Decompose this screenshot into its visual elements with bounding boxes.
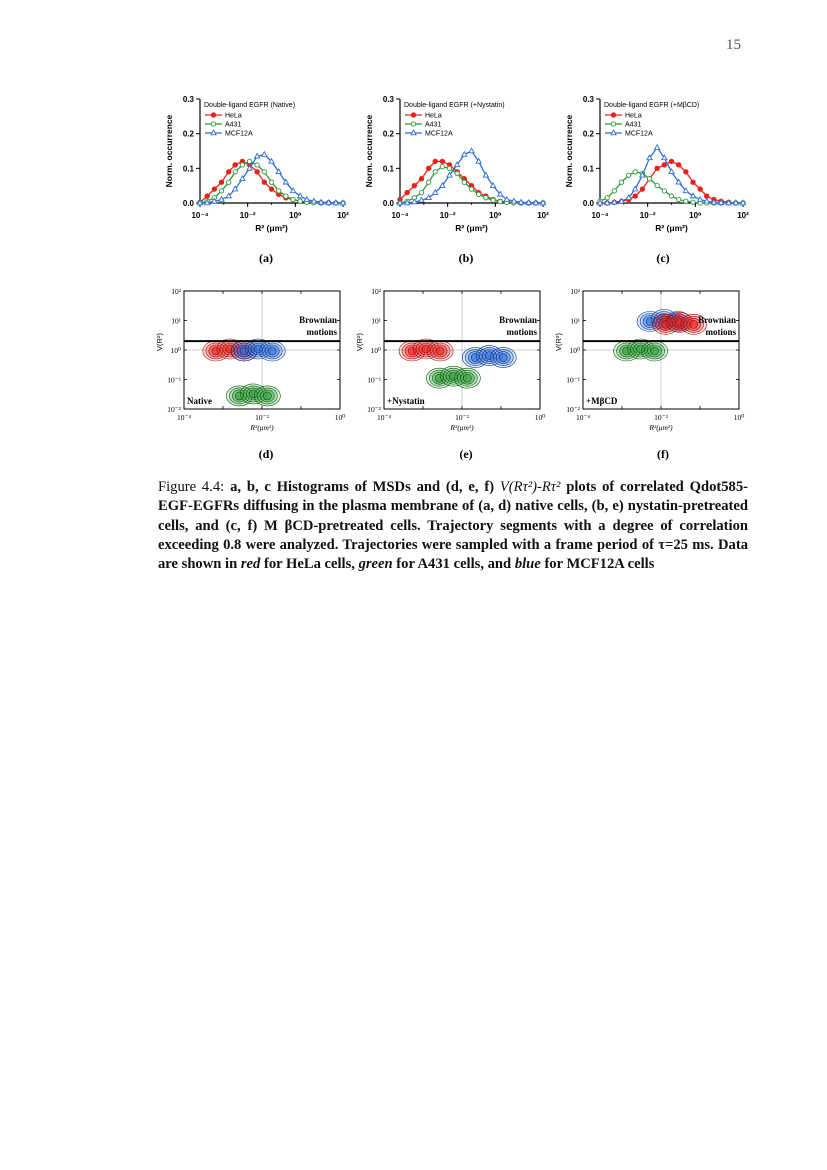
data-point <box>676 163 681 168</box>
data-point <box>469 187 473 191</box>
legend-label: MCF12A <box>425 130 453 138</box>
caption-word-green: green <box>358 556 393 573</box>
y-axis-label: V(R²) <box>554 333 563 351</box>
x-tick-label: 10⁻⁴ <box>391 211 409 220</box>
contour-blob <box>263 392 271 400</box>
data-point <box>284 194 288 198</box>
caption-label: Figure 4.4: <box>158 479 225 495</box>
legend-label: MCF12A <box>625 130 653 138</box>
panel-label: (f) <box>657 447 669 461</box>
data-point <box>447 166 451 170</box>
x-axis-label: R²(μm²) <box>250 423 274 432</box>
region-label-line1: Brownian <box>499 315 537 325</box>
y-tick-label: 10¹ <box>570 316 580 326</box>
contour-blob <box>268 347 276 355</box>
caption-text-e: for MCF12A cells <box>544 556 655 573</box>
legend-label: MCF12A <box>225 130 253 138</box>
region-label-line1: Brownian <box>299 315 337 325</box>
y-tick-label: 0.1 <box>582 164 594 174</box>
data-point <box>662 163 667 168</box>
data-point <box>255 163 259 167</box>
legend-marker <box>611 113 616 118</box>
y-tick-label: 10⁻¹ <box>566 375 580 385</box>
x-tick-label: 10⁻² <box>639 211 656 220</box>
legend-label: A431 <box>625 121 642 129</box>
histogram-panel <box>164 95 349 233</box>
data-point <box>298 199 302 203</box>
y-tick-label: 10⁰ <box>170 346 181 355</box>
histogram-panel <box>364 95 549 233</box>
contour-blob <box>690 320 698 328</box>
data-point <box>212 187 217 192</box>
legend-marker <box>211 122 215 126</box>
condition-label: +Nystatin <box>387 396 425 406</box>
data-point <box>669 194 673 198</box>
data-point <box>691 200 695 204</box>
chart-title: Double-ligand EGFR (Native) <box>204 102 296 109</box>
figure-caption <box>158 478 748 574</box>
y-axis-label: Norm. occurrence <box>164 114 174 188</box>
caption-word-blue: blue <box>514 556 541 573</box>
contour-panel <box>155 287 345 432</box>
y-tick-label: 0.0 <box>582 199 594 208</box>
data-point <box>262 170 266 174</box>
contour-panel <box>355 287 545 432</box>
x-tick-label: 10² <box>737 211 749 220</box>
data-point <box>619 180 623 184</box>
data-point <box>419 190 423 194</box>
data-point <box>669 159 674 164</box>
y-axis-label: Norm. occurrence <box>564 114 574 188</box>
legend-marker <box>411 122 415 126</box>
region-label-line2: motions <box>506 327 537 337</box>
caption-word-red: red <box>240 556 261 573</box>
data-point <box>440 159 445 164</box>
x-tick-label: 10⁻⁴ <box>191 211 209 220</box>
y-axis-label: V(R²) <box>355 333 364 351</box>
x-axis-label: R² (μm²) <box>455 223 488 233</box>
x-axis-label: R² (μm²) <box>255 223 288 233</box>
panel-label: (b) <box>458 251 474 265</box>
x-tick-label: 10⁻⁴ <box>575 413 591 422</box>
data-point <box>462 180 466 184</box>
legend-label: HeLa <box>625 112 642 120</box>
data-point <box>655 145 660 150</box>
y-axis-label: V(R²) <box>155 333 164 351</box>
figure-4-4 <box>150 88 750 468</box>
legend-label: HeLa <box>425 112 442 120</box>
region-label-line1: Brownian <box>698 315 736 325</box>
x-tick-label: 10⁻⁴ <box>376 413 392 422</box>
y-axis-label: Norm. occurrence <box>364 114 374 188</box>
x-tick-label: 10⁻⁴ <box>591 211 609 220</box>
x-tick-label: 10² <box>537 211 549 220</box>
data-point <box>419 176 424 181</box>
panel-label: (c) <box>656 251 670 265</box>
legend-label: HeLa <box>225 112 242 120</box>
data-point <box>233 170 237 174</box>
x-tick-label: 10⁻² <box>255 413 269 422</box>
y-tick-label: 10⁻¹ <box>367 375 381 385</box>
x-axis-label: R²(μm²) <box>450 423 474 432</box>
legend-marker <box>411 113 416 118</box>
data-point <box>676 197 680 201</box>
panel-label: (d) <box>258 447 274 461</box>
caption-text-a: a, b, c Histograms of MSDs and (d, e, f) <box>230 479 495 495</box>
contour-blob <box>499 354 507 362</box>
data-point <box>426 166 431 171</box>
panel-label: (a) <box>259 251 273 265</box>
x-tick-label: 10⁻² <box>439 211 456 220</box>
data-point <box>484 196 488 200</box>
data-point <box>698 187 703 192</box>
x-tick-label: 10⁻⁴ <box>176 413 192 422</box>
y-tick-label: 10⁻¹ <box>167 375 181 385</box>
y-tick-label: 0.3 <box>382 95 394 104</box>
x-tick-label: 10⁰ <box>689 211 702 220</box>
data-point <box>219 180 224 185</box>
caption-text-b: plots of correlated Qdot585-EGF-EGFRs diffusing in the plasma membrane of (a, d) native cells, (b, e) nystatin-pretreated cells, and (c, f) M βCD-pretreated cells. Trajectory segments with a degree of correlation exceeding 0.8 were analyzed. Trajectories were sampled with a frame period of τ=25 ms. Data are shown in <box>158 479 748 573</box>
y-tick-label: 0.1 <box>382 164 394 174</box>
x-tick-label: 10⁰ <box>289 211 302 220</box>
data-point <box>405 190 410 195</box>
y-tick-label: 10¹ <box>171 316 181 326</box>
y-tick-label: 10⁰ <box>569 346 580 355</box>
data-point <box>655 166 660 171</box>
data-point <box>455 171 459 175</box>
y-tick-label: 10⁰ <box>370 346 381 355</box>
data-point <box>276 189 280 193</box>
y-tick-label: 10² <box>171 287 181 296</box>
data-point <box>691 180 696 185</box>
condition-label: +MβCD <box>586 396 618 406</box>
condition-label: Native <box>187 396 212 406</box>
caption-math: V(Rτ²)-Rτ² <box>499 479 561 495</box>
y-tick-label: 0.0 <box>382 199 394 208</box>
contour-blob <box>463 374 471 382</box>
y-tick-label: 10⁻² <box>167 405 181 414</box>
legend-marker <box>611 122 615 126</box>
x-tick-label: 10⁰ <box>489 211 502 220</box>
data-point <box>219 189 223 193</box>
data-point <box>626 173 630 177</box>
x-tick-label: 10⁻² <box>239 211 256 220</box>
y-tick-label: 10⁻² <box>566 405 580 414</box>
data-point <box>433 159 438 164</box>
data-point <box>205 194 210 199</box>
region-label-line2: motions <box>306 327 337 337</box>
x-tick-label: 10⁰ <box>334 413 346 422</box>
data-point <box>655 183 659 187</box>
histogram-panel <box>564 95 749 233</box>
data-point <box>240 163 244 167</box>
caption-text-c: for HeLa cells, <box>264 556 355 573</box>
x-tick-label: 10⁰ <box>534 413 546 422</box>
data-point <box>684 170 689 175</box>
data-point <box>262 180 267 185</box>
data-point <box>612 189 616 193</box>
data-point <box>647 177 651 181</box>
region-label-line2: motions <box>705 327 736 337</box>
data-point <box>247 159 251 163</box>
data-point <box>262 152 267 157</box>
data-point <box>433 170 437 174</box>
data-point <box>226 170 231 175</box>
x-tick-label: 10² <box>337 211 349 220</box>
x-tick-label: 10⁰ <box>733 413 745 422</box>
y-tick-label: 10² <box>371 287 381 296</box>
data-point <box>498 199 502 203</box>
x-axis-label: R² (μm²) <box>655 223 688 233</box>
y-tick-label: 0.2 <box>382 129 394 139</box>
data-point <box>269 187 274 192</box>
y-tick-label: 0.2 <box>182 129 194 139</box>
contour-blob <box>651 347 659 355</box>
data-point <box>633 194 638 199</box>
panel-label: (e) <box>459 447 473 461</box>
chart-title: Double-ligand EGFR (+MβCD) <box>604 102 700 109</box>
y-tick-label: 10⁻² <box>367 405 381 414</box>
y-tick-label: 0.0 <box>182 199 194 208</box>
legend-marker <box>211 113 216 118</box>
y-tick-label: 0.2 <box>582 129 594 139</box>
data-point <box>291 197 295 201</box>
data-point <box>412 183 417 188</box>
y-tick-label: 10² <box>570 287 580 296</box>
data-point <box>662 189 666 193</box>
chart-title: Double-ligand EGFR (+Nystatin) <box>404 102 505 109</box>
legend-label: A431 <box>425 121 442 129</box>
data-point <box>255 170 260 175</box>
y-tick-label: 0.3 <box>582 95 594 104</box>
x-tick-label: 10⁻² <box>455 413 469 422</box>
x-axis-label: R²(μm²) <box>649 423 673 432</box>
data-point <box>633 170 637 174</box>
data-point <box>476 192 480 196</box>
data-point <box>440 164 444 168</box>
x-tick-label: 10⁻² <box>654 413 668 422</box>
data-point <box>684 199 688 203</box>
contour-panel <box>554 287 744 432</box>
data-point <box>233 163 238 168</box>
data-point <box>269 180 273 184</box>
data-point <box>426 180 430 184</box>
caption-text-d: for A431 cells, and <box>396 556 512 573</box>
y-tick-label: 0.1 <box>182 164 194 174</box>
data-point <box>640 187 645 192</box>
data-point <box>226 180 230 184</box>
data-point <box>469 148 474 153</box>
legend-label: A431 <box>225 121 242 129</box>
page-number: 15 <box>726 37 741 53</box>
y-tick-label: 0.3 <box>182 95 194 104</box>
contour-blob <box>436 347 444 355</box>
y-tick-label: 10¹ <box>371 316 381 326</box>
data-point <box>491 198 495 202</box>
